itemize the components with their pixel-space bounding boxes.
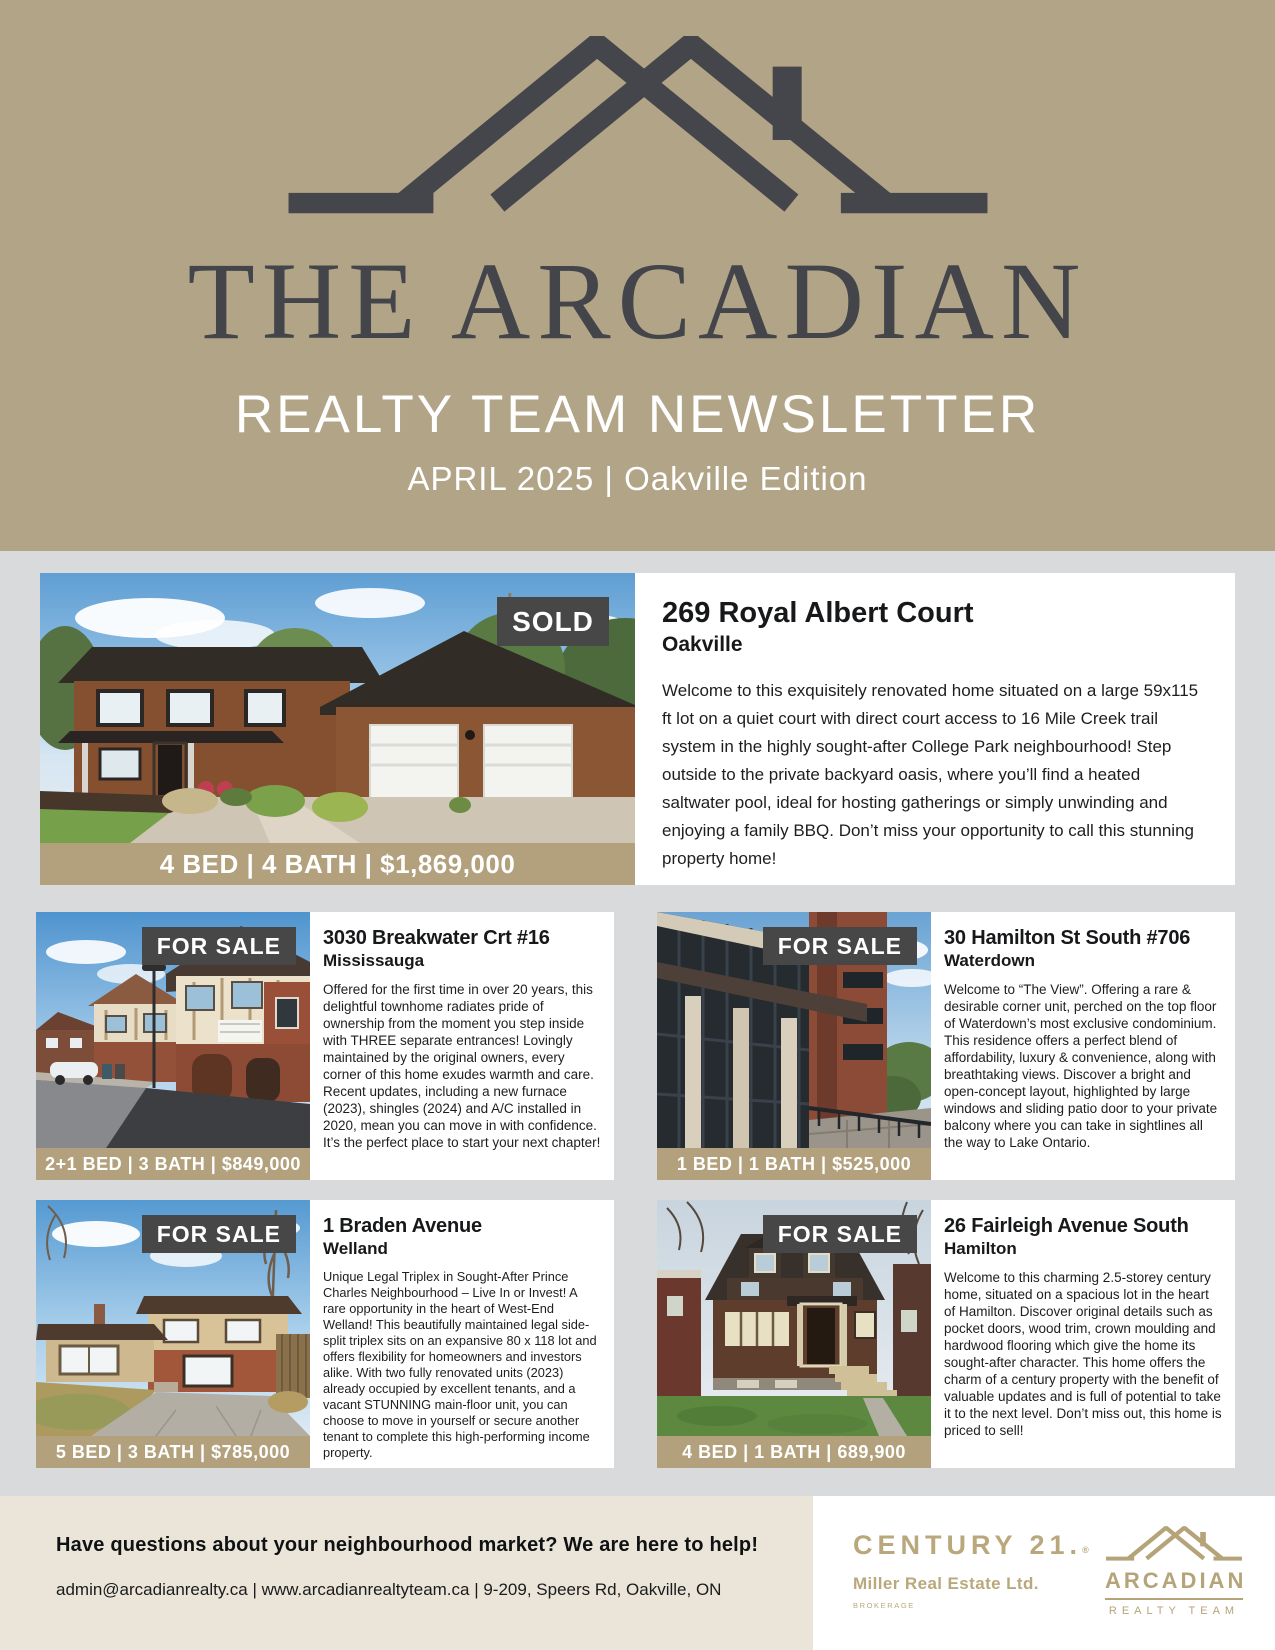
featured-listing-card: [40, 573, 1235, 885]
listing-description: Welcome to “The View”. Offering a rare & desirable corner unit, perched on the top floor of Waterdown’s most exclusive condominium. This residence offers a perfect blend of affordability, luxury & convenience, along with breathtaking views. Discover a bright and open-concept layout, highlighted by large windows and sliding patio door to your private balcony where you can take in sightlines all the way to Lake Ontario.: [944, 982, 1218, 1150]
footer-contact-panel: [0, 1496, 813, 1650]
listing-city: Hamilton: [944, 1239, 1017, 1258]
registered-mark: ®: [1082, 1545, 1089, 1555]
listing-description: Offered for the first time in over 20 years, this delightful townhome radiates pride of ownership from the moment you step inside with THREE separate entrances! Lovingly maintained by the original owners, every corner of this home exudes warmth and care. Recent updates, including a new furnace (2023), shingles (2024) and A/C installed in 2020, mean you can move in with confidence. It’s the perfect place to start your next chapter!: [323, 982, 601, 1150]
newsletter-header: [0, 0, 1275, 551]
price-banner: 4 BED | 4 BATH | $1,869,000: [40, 843, 635, 885]
listing-details: [310, 912, 614, 1180]
listing-card: [36, 912, 614, 1180]
listing-address: 26 Fairleigh Avenue South: [944, 1215, 1189, 1237]
listing-photo: [657, 912, 931, 1148]
price-banner: 2+1 BED | 3 BATH | $849,000: [36, 1148, 310, 1180]
arcadian-logo: [1105, 1526, 1247, 1617]
price-banner: 1 BED | 1 BATH | $525,000: [657, 1148, 931, 1180]
listing-description: Welcome to this exquisitely renovated home situated on a large 59x115 ft lot on a quiet court with direct court access to 16 Mile Creek trail system in the highly sought-after College Park neighbourhood! Step outside to the private backyard oasis, where you’ll find a heated saltwater pool, ideal for hosting gatherings or simply unwinding and enjoying a family BBQ. Don’t miss your opportunity to call this stunning property home!: [662, 681, 1199, 868]
for-sale-badge: FOR SALE: [142, 927, 296, 965]
listing-photo: [657, 1200, 931, 1436]
listing-photo: [36, 1200, 310, 1436]
listing-details: [931, 912, 1235, 1180]
listing-details: [310, 1200, 614, 1468]
listing-card: [36, 1200, 614, 1468]
listing-address: 1 Braden Avenue: [323, 1215, 482, 1237]
century21-logo: [853, 1530, 1089, 1610]
brand-title: THE ARCADIAN: [187, 240, 1088, 362]
listing-description: Unique Legal Triplex in Sought-After Prince Charles Neighbourhood – Live In or Invest! A rare opportunity in the heart of West-End Welland! This beautifully maintained legal side-split triplex sits on an expansive 80 x 118 lot and offers flexibility for homeowners and investors alike. With two fully renovated units (2023) already occupied by excellent tenants, and a vacant STUNNING main-floor unit, you can choose to move in yourself or secure another tenant to complete this high-performing income property.: [323, 1269, 597, 1460]
edition-line: APRIL 2025 | Oakville Edition: [407, 460, 868, 497]
listing-description: Welcome to this charming 2.5-storey century home, situated on a spacious lot in the heart of Hamilton. Discover original details such as pocket doors, wood trim, crown moulding and hardwood flooring which give the home its sought-after character. This home offers the charm of a century property with the benefit of valuable updates and is full of potential to take it to the next level. Don’t miss out, this home is priced to sell!: [944, 1270, 1222, 1438]
price-banner: 4 BED | 1 BATH | 689,900: [657, 1436, 931, 1468]
listing-address: 269 Royal Albert Court: [662, 597, 974, 629]
for-sale-badge: FOR SALE: [763, 927, 917, 965]
listing-city: Oakville: [662, 633, 743, 656]
century21-descriptor: BROKERAGE: [853, 1601, 915, 1610]
page-footer: [0, 1496, 1275, 1650]
century21-brand: CENTURY 21.: [853, 1530, 1083, 1560]
listing-city: Mississauga: [323, 951, 425, 970]
listing-city: Welland: [323, 1239, 388, 1258]
listing-address: 30 Hamilton St South #706: [944, 927, 1191, 949]
listing-address: 3030 Breakwater Crt #16: [323, 927, 550, 949]
roof-logo-icon: [1106, 1526, 1242, 1561]
price-banner: 5 BED | 3 BATH | $785,000: [36, 1436, 310, 1468]
for-sale-badge: FOR SALE: [763, 1215, 917, 1253]
footer-logos-panel: [813, 1496, 1275, 1650]
roof-logo-icon: [0, 36, 1275, 220]
newsletter-subtitle: REALTY TEAM NEWSLETTER: [234, 385, 1041, 444]
arcadian-descriptor: REALTY TEAM: [1108, 1605, 1240, 1617]
listing-photo: [36, 912, 310, 1148]
century21-company: Miller Real Estate Ltd.: [853, 1574, 1039, 1593]
listing-card: [657, 912, 1235, 1180]
listing-city: Waterdown: [944, 951, 1035, 970]
listing-photo: [40, 573, 635, 843]
listing-card: [657, 1200, 1235, 1468]
listing-details: [931, 1200, 1235, 1468]
footer-contact-line: admin@arcadianrealty.ca | www.arcadianrealtyteam.ca | 9-209, Speers Rd, Oakville, ON: [56, 1580, 722, 1599]
listing-details: [635, 573, 1235, 885]
footer-headline: Have questions about your neighbourhood market? We are here to help!: [56, 1534, 759, 1556]
for-sale-badge: FOR SALE: [142, 1215, 296, 1253]
arcadian-brand: ARCADIAN: [1105, 1568, 1243, 1600]
sold-badge: SOLD: [497, 597, 609, 646]
